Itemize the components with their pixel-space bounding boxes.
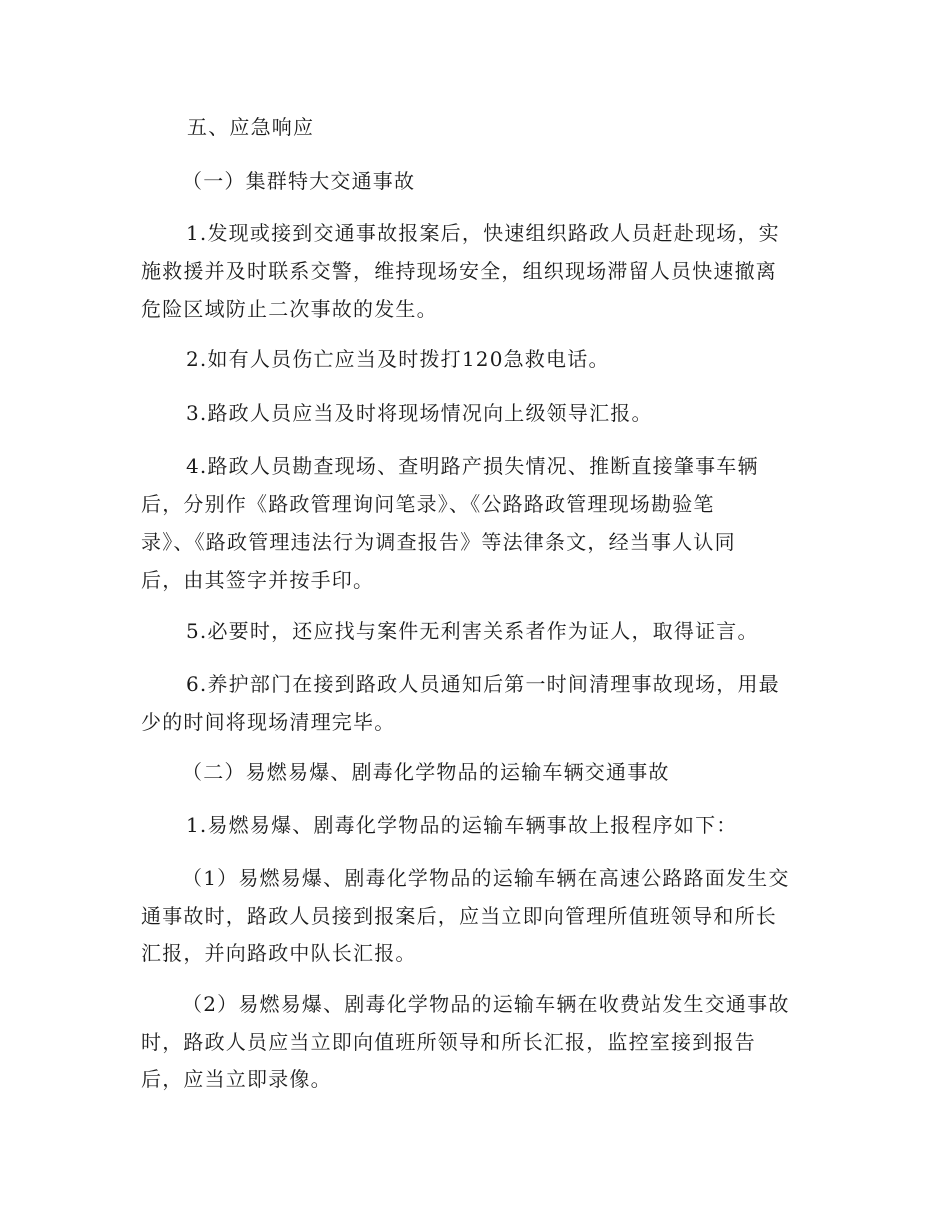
paragraph-line: 施救援并及时联系交警，维持现场安全，组织现场滞留人员快速撤离 — [141, 259, 777, 283]
paragraph-line: 6.养护部门在接到路政人员通知后第一时间清理事故现场，用最 — [186, 672, 780, 696]
paragraph-line: 少的时间将现场清理完毕。 — [141, 710, 396, 734]
paragraph-line: 4.路政人员勘查现场、查明路产损失情况、推断直接肇事车辆 — [186, 454, 759, 478]
paragraph-line: （1）易燃易爆、剧毒化学物品的运输车辆在高速公路路面发生交 — [182, 866, 790, 890]
paragraph-line: 后，分别作《路政管理询问笔录》、《公路路政管理现场勘验笔 — [141, 492, 715, 516]
paragraph-line: 危险区域防止二次事故的发生。 — [141, 297, 438, 321]
paragraph-line: 3.路政人员应当及时将现场情况向上级领导汇报。 — [186, 401, 653, 425]
paragraph-line: 5.必要时，还应找与案件无利害关系者作为证人，取得证言。 — [186, 619, 759, 643]
paragraph-line: 录》、《路政管理违法行为调查报告》等法律条文，经当事人认同 — [141, 530, 736, 554]
paragraph-line: 2.如有人员伤亡应当及时拨打120急救电话。 — [186, 347, 610, 371]
paragraph-line: 汇报，并向路政中队长汇报。 — [141, 941, 417, 965]
paragraph-line: 时，路政人员应当立即向值班所领导和所长汇报，监控室接到报告 — [141, 1030, 756, 1054]
paragraph-line: 后，应当立即录像。 — [141, 1067, 332, 1091]
paragraph-line: 1.发现或接到交通事故报案后，快速组织路政人员赶赴现场，实 — [186, 221, 780, 245]
paragraph-line: （2）易燃易爆、剧毒化学物品的运输车辆在收费站发生交通事故 — [182, 992, 790, 1016]
paragraph-line: 后，由其签字并按手印。 — [141, 568, 375, 592]
subsection-heading: （二）易燃易爆、剧毒化学物品的运输车辆交通事故 — [182, 760, 670, 784]
section-heading: 五、应急响应 — [187, 115, 315, 139]
subsection-heading: （一）集群特大交通事故 — [182, 169, 416, 193]
paragraph-line: 通事故时，路政人员接到报案后，应当立即向管理所值班领导和所长 — [141, 904, 777, 928]
paragraph-line: 1.易燃易爆、剧毒化学物品的运输车辆事故上报程序如下： — [186, 813, 738, 837]
